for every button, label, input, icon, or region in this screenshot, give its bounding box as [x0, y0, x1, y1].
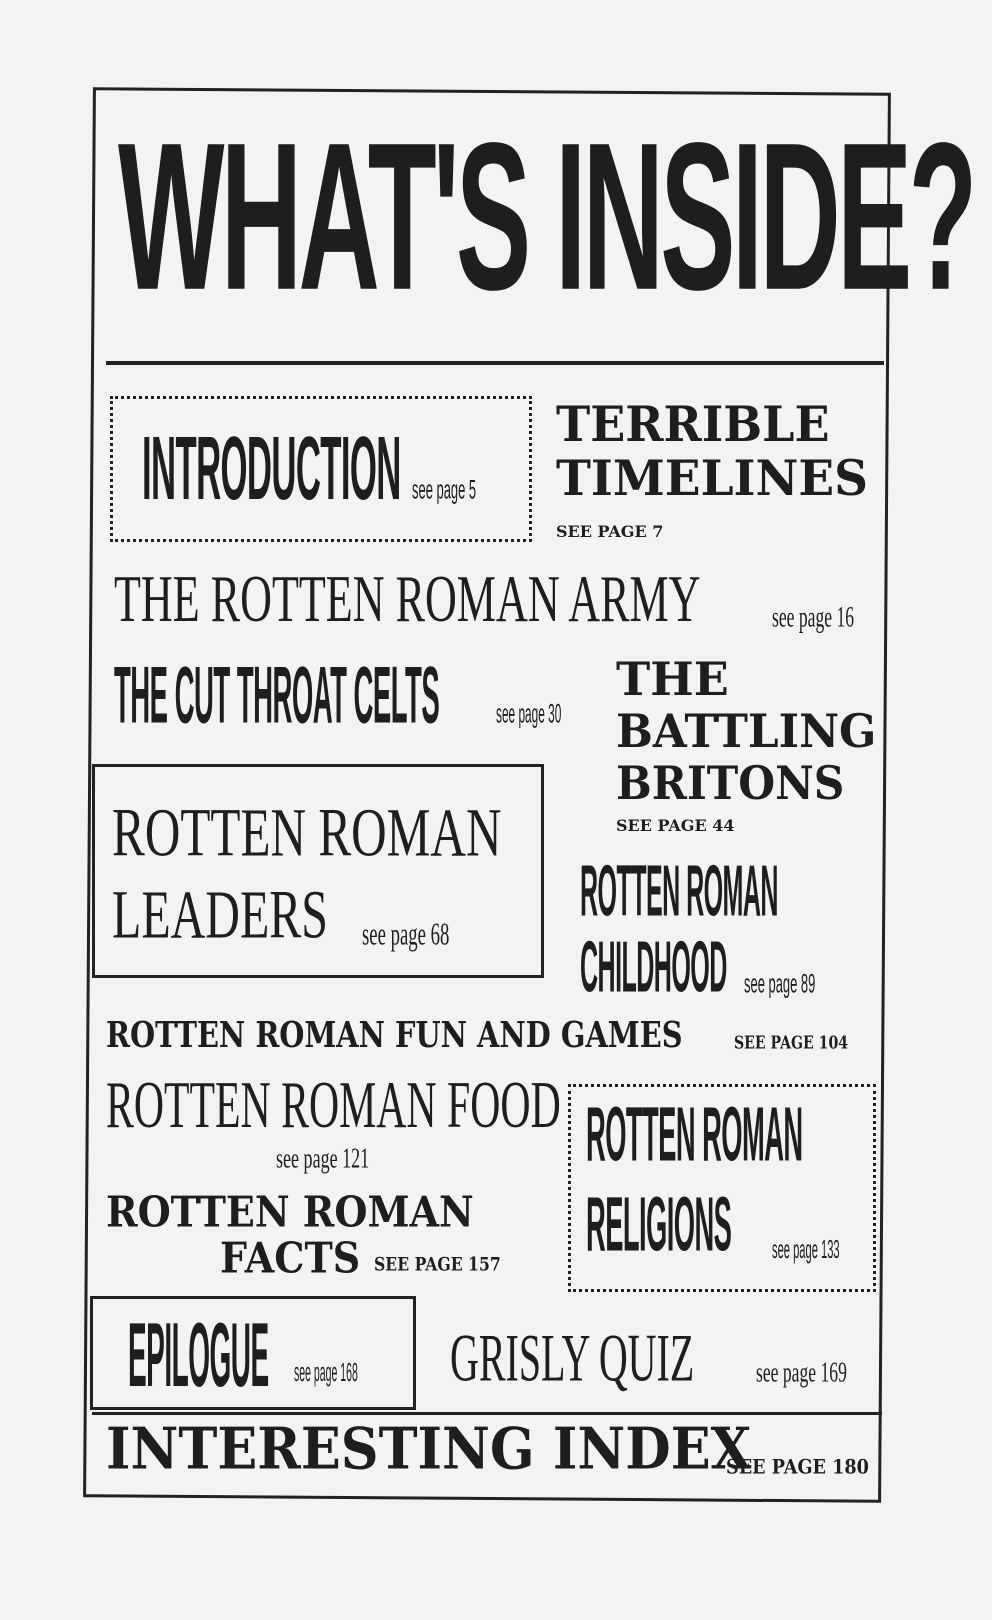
quiz-title[interactable]: GRISLY QUIZ — [450, 1320, 695, 1396]
britons-title-line2[interactable]: BATTLING — [616, 704, 877, 758]
leaders-page[interactable]: see page 68 — [362, 918, 450, 953]
introduction-page[interactable]: see page 5 — [412, 474, 477, 505]
britons-title-line3[interactable]: BRITONS — [616, 756, 845, 810]
religions-title-line2[interactable]: RELIGIONS — [586, 1183, 732, 1268]
fun-page[interactable]: SEE PAGE 104 — [734, 1031, 849, 1053]
food-page[interactable]: see page 121 — [276, 1141, 370, 1174]
childhood-page[interactable]: see page 89 — [744, 968, 816, 999]
page-title: WHAT'S INSIDE? — [118, 99, 974, 335]
celts-title[interactable]: THE CUT THROAT CELTS — [114, 651, 440, 742]
title-divider — [106, 361, 884, 365]
religions-page[interactable]: see page 133 — [772, 1234, 840, 1264]
timelines-title-line2[interactable]: TIMELINES — [556, 449, 869, 507]
index-title[interactable]: INTERESTING INDEX — [106, 1414, 752, 1482]
leaders-title-line1[interactable]: ROTTEN ROMAN — [112, 794, 502, 871]
epilogue-page[interactable]: see page 168 — [294, 1358, 358, 1387]
timelines-page[interactable]: SEE PAGE 7 — [556, 522, 664, 541]
army-title[interactable]: THE ROTTEN ROMAN ARMY — [114, 561, 701, 637]
food-title[interactable]: ROTTEN ROMAN FOOD — [106, 1067, 561, 1143]
quiz-page[interactable]: see page 169 — [756, 1355, 847, 1388]
facts-page[interactable]: SEE PAGE 157 — [374, 1253, 501, 1276]
army-page[interactable]: see page 16 — [772, 599, 855, 634]
facts-title-line1[interactable]: ROTTEN ROMAN — [106, 1187, 474, 1238]
religions-title-line1[interactable]: ROTTEN ROMAN — [586, 1093, 803, 1178]
britons-title-line1[interactable]: THE — [616, 652, 729, 706]
timelines-title-line1[interactable]: TERRIBLE — [556, 395, 830, 453]
britons-page[interactable]: SEE PAGE 44 — [616, 816, 735, 835]
fun-title[interactable]: ROTTEN ROMAN FUN AND GAMES — [106, 1014, 683, 1056]
celts-page[interactable]: see page 30 — [496, 698, 562, 729]
childhood-title-line2[interactable]: CHILDHOOD — [580, 927, 727, 1008]
facts-title-line2[interactable]: FACTS — [220, 1233, 361, 1284]
index-page[interactable]: SEE PAGE 180 — [726, 1455, 869, 1479]
leaders-title-line2[interactable]: LEADERS — [112, 876, 328, 953]
introduction-title[interactable]: INTRODUCTION — [142, 417, 401, 519]
childhood-title-line1[interactable]: ROTTEN ROMAN — [580, 851, 778, 932]
epilogue-title[interactable]: EPILOGUE — [128, 1303, 269, 1406]
